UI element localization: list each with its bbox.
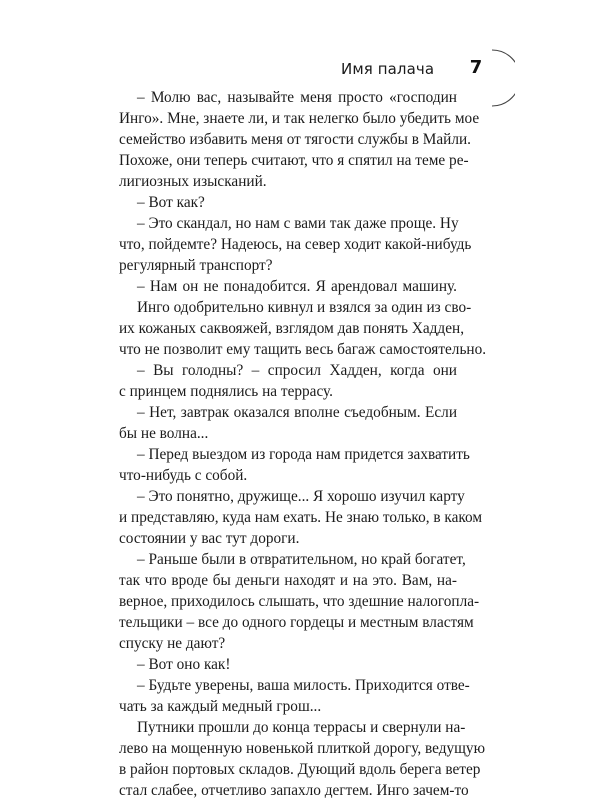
text-line: – Перед выездом из города нам придется захватить bbox=[137, 446, 470, 463]
text-line: Похоже, они теперь считают, что я спятил на теме ре- bbox=[119, 152, 469, 169]
text-line: Инго». Мне, знаете ли, и так нелегко было убедить мое bbox=[119, 110, 480, 127]
text-line: спуску не дают? bbox=[119, 635, 226, 652]
text-line: лево на мощенную новенькой плиткой дорогу, ведущую bbox=[119, 740, 485, 757]
text-line: что, пойдемте? Надеюсь, на север ходит какой-нибудь bbox=[119, 236, 472, 253]
text-line: – Будьте уверены, ваша милость. Приходится отве- bbox=[137, 677, 470, 694]
body-text bbox=[119, 87, 487, 801]
page-number: 7 bbox=[469, 57, 483, 78]
text-line: – Раньше были в отвратительном, но край богатет, bbox=[137, 551, 466, 568]
text-line: – Нам он не понадобится. Я арендовал машину. bbox=[137, 278, 457, 295]
text-line: так что вроде бы деньги находят и на это. Вам, на- bbox=[119, 572, 457, 589]
text-line: верное, приходилось слышать, что здешние налогопла- bbox=[119, 593, 480, 610]
text-line: бы не волна... bbox=[119, 425, 209, 442]
text-line: лигиозных изысканий. bbox=[119, 173, 267, 190]
running-header: Имя палача bbox=[341, 60, 435, 78]
text-line: – Это скандал, но нам с вами так даже проще. Ну bbox=[137, 215, 459, 232]
text-line: – Нет, завтрак оказался вполне съедобным. Если bbox=[137, 404, 457, 421]
text-line: Инго одобрительно кивнул и взялся за один из сво- bbox=[137, 299, 472, 316]
text-line: что не позволит ему тащить весь багаж самостоятельно. bbox=[119, 341, 487, 358]
text-line: и представляю, куда нам ехать. Не знаю только, в каком bbox=[119, 509, 483, 526]
text-line: – Это понятно, дружище... Я хорошо изучил карту bbox=[137, 488, 465, 505]
text-line: с принцем поднялись на террасу. bbox=[119, 383, 333, 400]
text-line: стал слабее, отчетливо запахло дегтем. Инго зачем-то bbox=[119, 782, 469, 799]
text-line: – Вот как? bbox=[137, 194, 205, 211]
text-line: семейство избавить меня от тягости службы в Майли. bbox=[119, 131, 471, 148]
text-line: регулярный транспорт? bbox=[119, 257, 273, 274]
text-line: чать за каждый медный грош... bbox=[119, 698, 322, 715]
text-line: – Молю вас, называйте меня просто «господин bbox=[137, 89, 457, 106]
text-line: их кожаных саквояжей, взглядом дав понять Хадден, bbox=[119, 320, 465, 337]
text-line: в район портовых складов. Дующий вдоль берега ветер bbox=[119, 761, 481, 778]
text-line: тельщики – все до одного гордецы и местным властям bbox=[119, 614, 474, 631]
text-line: – Вы голодны? – спросил Хадден, когда они bbox=[137, 362, 457, 379]
text-line: – Вот оно как! bbox=[137, 656, 231, 673]
text-line: что-нибудь с собой. bbox=[119, 467, 248, 484]
text-line: Путники прошли до конца террасы и свернули на- bbox=[137, 719, 466, 736]
text-line: состоянии у вас тут дороги. bbox=[119, 530, 300, 547]
